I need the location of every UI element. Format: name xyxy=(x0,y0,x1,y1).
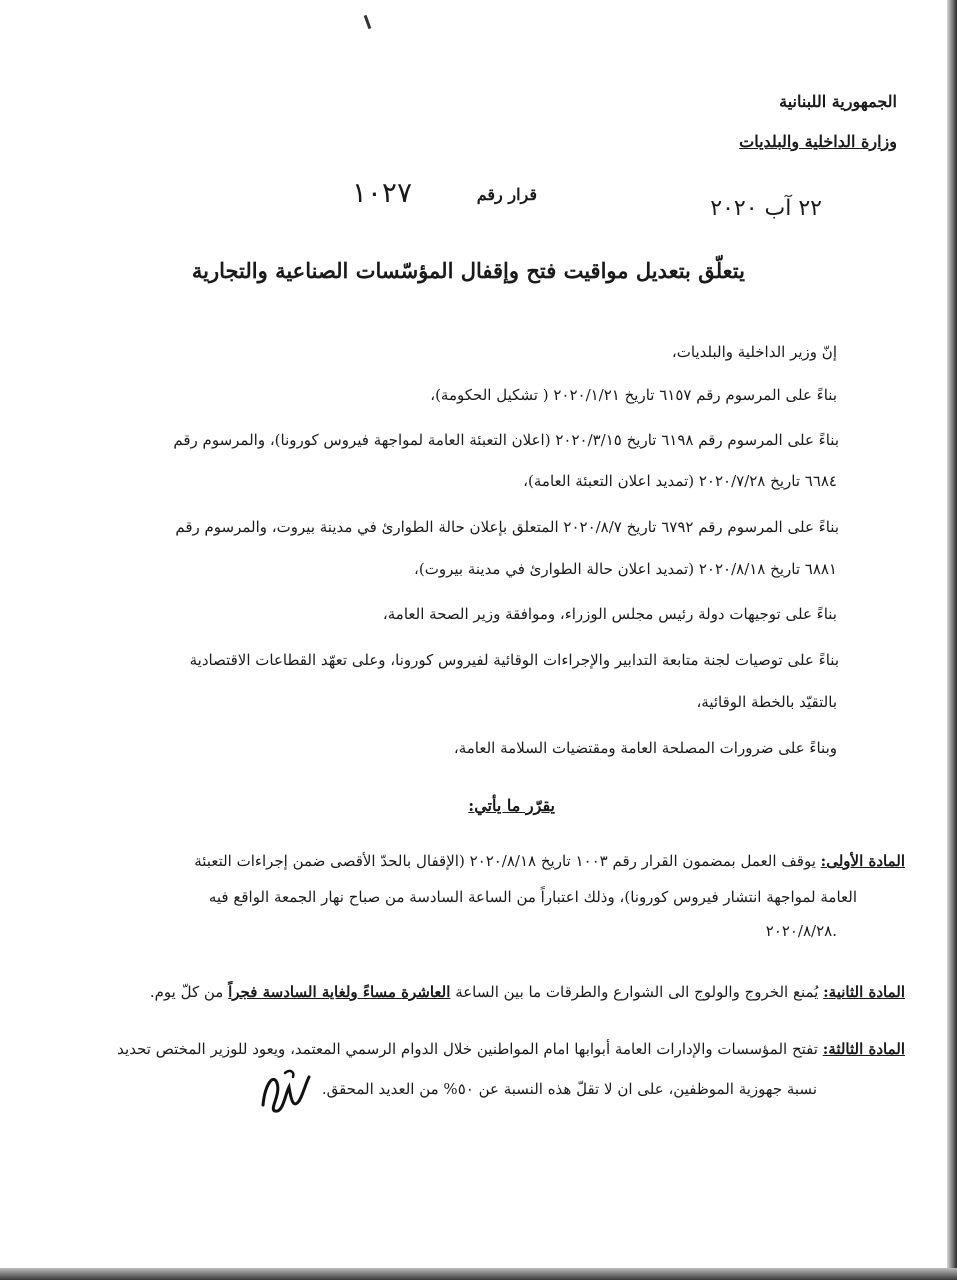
article-first-line3: ٢٠٢٠/٨/٢٨. xyxy=(765,922,837,940)
signature xyxy=(255,1065,315,1117)
article-third xyxy=(117,1040,905,1058)
article-first xyxy=(194,852,905,870)
decision-label: قرار رقم xyxy=(476,185,537,204)
preamble-line: ٦٨٨١ تاريخ ٢٠٢٠/٨/١٨ (تمديد اعلان حالة الطوارئ في مدينة بيروت)، xyxy=(414,560,837,578)
country-header: الجمهورية اللبنانية xyxy=(779,92,897,111)
preamble-line: ٦٦٨٤ تاريخ ٢٠٢٠/٧/٢٨ (تمديد اعلان التعبئة العامة)، xyxy=(523,472,837,490)
ministry-header: وزارة الداخلية والبلديات xyxy=(739,132,897,151)
article-text: يُمنع الخروج والولوج الى الشوارع والطرقات ما بين الساعة xyxy=(455,983,819,1001)
article-label: المادة الأولى: xyxy=(820,852,905,870)
article-text: تفتح المؤسسات والإدارات العامة أبوابها امام المواطنين خلال الدوام الرسمي المعتمد، ويعود للوزير المختص تحديد xyxy=(117,1040,818,1058)
decision-number: ١٠٢٧ xyxy=(351,176,412,209)
article-second xyxy=(150,983,905,1001)
article-label: المادة الثانية: xyxy=(823,983,905,1001)
article-label: المادة الثالثة: xyxy=(822,1040,905,1058)
article-text: من كلّ يوم. xyxy=(149,983,224,1001)
decision-date: ٢٢ آب ٢٠٢٠ xyxy=(710,196,822,221)
resolves-heading: يقرّر ما يأتي: xyxy=(468,796,555,815)
page-edge-shadow xyxy=(0,1268,957,1280)
preamble-line: وبناءً على ضرورات المصلحة العامة ومقتضيات السلامة العامة، xyxy=(453,739,837,757)
page-edge-shadow xyxy=(947,0,957,1280)
preamble-line: بناءً على المرسوم رقم ٦١٩٨ تاريخ ٢٠٢٠/٣/١٥ (اعلان التعبئة العامة لمواجهة فيروس كورونا)، والمرسوم رقم xyxy=(173,431,839,449)
preamble-line: بناءً على المرسوم رقم ٦٧٩٢ تاريخ ٢٠٢٠/٨/٧ المتعلق بإعلان حالة الطوارئ في مدينة بيروت، والمرسوم رقم xyxy=(175,518,839,536)
article-third-line2: نسبة جهوزية الموظفين، على ان لا تقلّ هذه النسبة عن ٥٠% من العديد المحقق. xyxy=(321,1080,817,1098)
preamble-line: بناءً على المرسوم رقم ٦١٥٧ تاريخ ٢٠٢٠/١/٢١ ( تشكيل الحكومة)، xyxy=(430,386,837,404)
preamble-line: بناءً على توجيهات دولة رئيس مجلس الوزراء، وموافقة وزير الصحة العامة، xyxy=(382,605,837,623)
article-first-line2: العامة لمواجهة انتشار فيروس كورونا)، وذلك اعتباراً من الساعة السادسة من صباح نهار الجمعة الواقع فيه xyxy=(208,888,857,906)
article-text: يوقف العمل بمضمون القرار رقم ١٠٠٣ تاريخ ٢٠٢٠/٨/١٨ (الإقفال بالحدّ الأقصى ضمن إجراءات التعبئة xyxy=(194,852,816,870)
pen-mark xyxy=(364,15,372,29)
preamble-line: بناءً على توصيات لجنة متابعة التدابير والإجراءات الوقائية لفيروس كورونا، وعلى تعهّد القطاعات الاقتصادية xyxy=(189,651,839,669)
preamble-line: بالتقيّد بالخطة الوقائية، xyxy=(696,693,837,711)
preamble-line: إنّ وزير الداخلية والبلديات، xyxy=(671,343,837,361)
document-title: يتعلّق بتعديل مواقيت فتح وإقفال المؤسّسات الصناعية والتجارية xyxy=(191,258,745,283)
article-emphasis: العاشرة مساءً ولغاية السادسة فجراً xyxy=(228,983,451,1001)
